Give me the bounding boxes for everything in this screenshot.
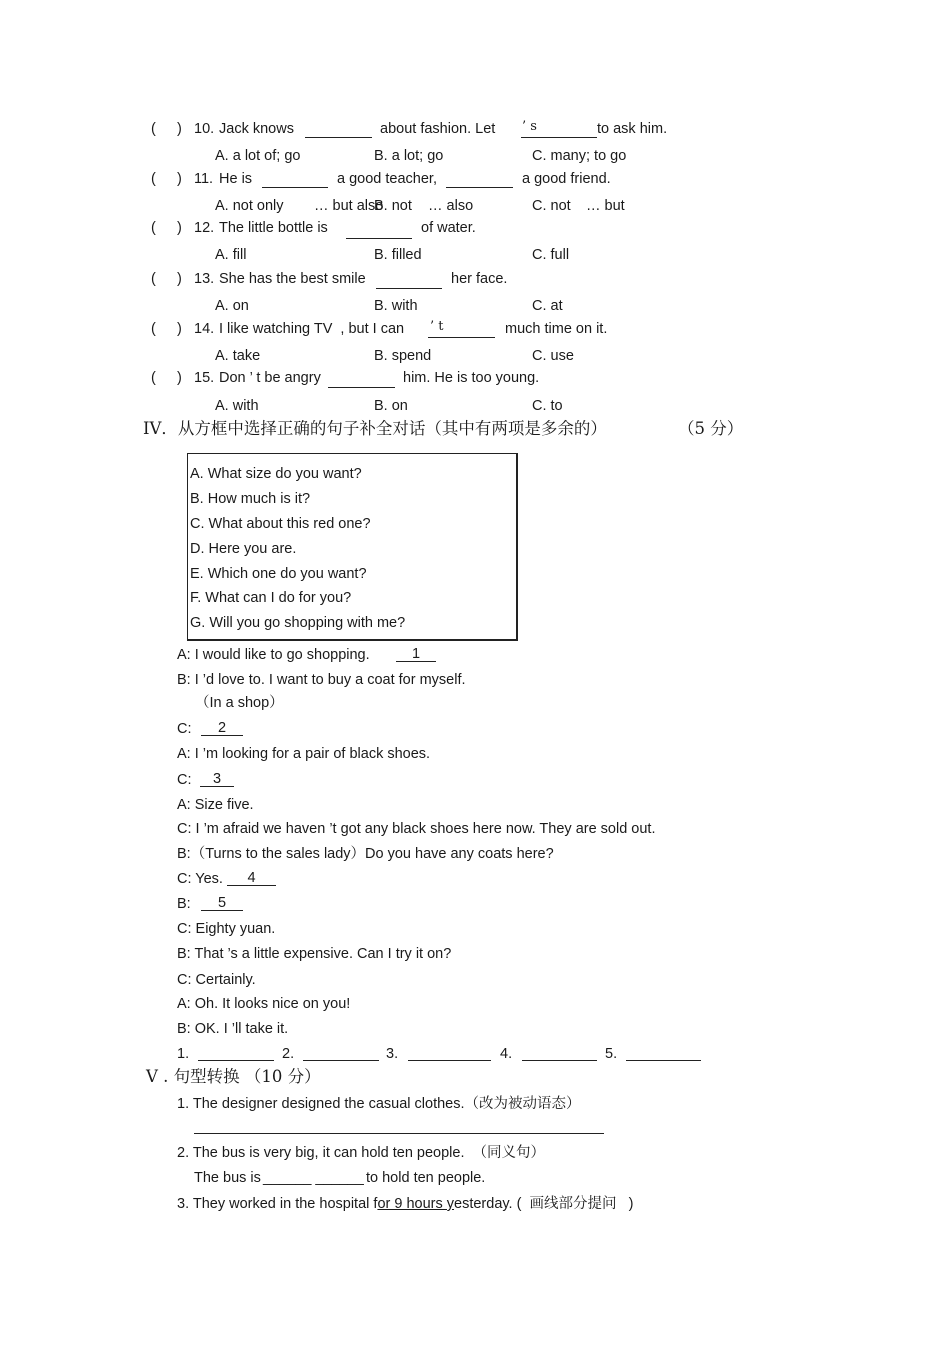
- answer-paren-close: ): [177, 220, 182, 236]
- question-stem: her face.: [451, 271, 508, 287]
- transform-item-2-part: The bus is: [194, 1170, 261, 1186]
- answer-blank[interactable]: [446, 170, 513, 188]
- answer-label-1: 1.: [177, 1046, 190, 1062]
- transform-item-3-part: 3. They worked in the hospital f: [177, 1196, 378, 1212]
- dialogue-line: A: I ’m looking for a pair of black shoes.: [177, 746, 431, 762]
- dialogue-line: A: Oh. It looks nice on you!: [177, 996, 351, 1012]
- option-c: C. many; to go: [532, 148, 627, 164]
- dialogue-stage-direction: （In a shop）: [195, 695, 284, 711]
- option-c: C. full: [532, 247, 570, 263]
- options-box: [187, 453, 518, 641]
- option-a: A. fill: [215, 247, 247, 263]
- question-stem: She has the best smile: [219, 271, 366, 287]
- option-c-extra: … but: [586, 198, 625, 214]
- question-number: 15.: [194, 370, 215, 386]
- answer-paren-open: (: [151, 121, 156, 137]
- box-option: E. Which one do you want?: [190, 566, 367, 582]
- answer-label-4: 4.: [500, 1046, 513, 1062]
- option-b: B. spend: [374, 348, 432, 364]
- box-option: G. Will you go shopping with me?: [190, 615, 406, 631]
- answer-paren-close: ): [177, 171, 182, 187]
- answer-paren-open: (: [151, 271, 156, 287]
- answer-blank[interactable]: [376, 270, 442, 289]
- dialogue-blank-5[interactable]: 5: [201, 896, 243, 911]
- question-stem: ’ t: [430, 319, 444, 334]
- dialogue-line: B:（Turns to the sales lady）Do you have any coats here?: [177, 846, 554, 862]
- box-option: B. How much is it?: [190, 491, 311, 507]
- dialogue-line: A: I would like to go shopping.: [177, 647, 370, 663]
- section-4-score: （5 分）: [678, 419, 744, 438]
- dialogue-line: C: Certainly.: [177, 972, 256, 988]
- answer-blank[interactable]: [346, 219, 412, 239]
- answer-blank-3[interactable]: [408, 1045, 491, 1061]
- dialogue-line: C: Yes.: [177, 871, 223, 887]
- section-5-title: V . 句型转换 （10 分）: [146, 1067, 321, 1086]
- answer-paren-open: (: [151, 321, 156, 337]
- dialogue-line: B: I ’d love to. I want to buy a coat for myself.: [177, 672, 466, 688]
- question-number: 12.: [194, 220, 215, 236]
- option-a: A. on: [215, 298, 249, 314]
- dialogue-blank-2[interactable]: 2: [201, 721, 243, 736]
- option-b-extra: … also: [428, 198, 474, 214]
- option-b: B. a lot; go: [374, 148, 444, 164]
- answer-blank-5[interactable]: [626, 1045, 701, 1061]
- option-b: B. with: [374, 298, 418, 314]
- answer-label-3: 3.: [386, 1046, 399, 1062]
- question-stem: ’ s: [522, 119, 537, 134]
- option-c: C. use: [532, 348, 574, 364]
- answer-paren-open: (: [151, 220, 156, 236]
- option-a: A. with: [215, 398, 259, 414]
- option-a-extra: … but also: [314, 198, 384, 214]
- dialogue-line: B:: [177, 896, 191, 912]
- question-number: 11.: [194, 171, 214, 187]
- answer-paren-open: (: [151, 370, 156, 386]
- transform-item-3-part: esterday. ( 画线部分提问 ): [454, 1196, 634, 1212]
- question-number: 10.: [194, 121, 215, 137]
- box-option: C. What about this red one?: [190, 516, 371, 532]
- option-a: A. take: [215, 348, 261, 364]
- box-option: F. What can I do for you?: [190, 590, 352, 606]
- question-stem: a good teacher,: [337, 171, 437, 187]
- dialogue-blank-3[interactable]: 3: [200, 772, 234, 787]
- answer-blank-4[interactable]: [522, 1045, 597, 1061]
- option-b: B. on: [374, 398, 408, 414]
- option-c: C. not: [532, 198, 571, 214]
- question-stem: much time on it.: [505, 321, 608, 337]
- answer-paren-close: ): [177, 271, 182, 287]
- question-stem: I like watching TV , but I can: [219, 321, 405, 337]
- answer-blanks[interactable]: ______ ______: [263, 1170, 364, 1186]
- dialogue-line: B: OK. I ’ll take it.: [177, 1021, 289, 1037]
- answer-blank-1[interactable]: [198, 1045, 274, 1061]
- dialogue-line: B: That ’s a little expensive. Can I try it on?: [177, 946, 452, 962]
- question-stem: a good friend.: [522, 171, 611, 187]
- answer-blank[interactable]: [328, 369, 395, 388]
- underlined-phrase: or 9 hours y: [377, 1196, 455, 1212]
- box-option: D. Here you are.: [190, 541, 297, 557]
- answer-blank[interactable]: [262, 170, 328, 188]
- answer-blank[interactable]: [305, 120, 372, 138]
- question-stem: He is: [219, 171, 253, 187]
- option-c: C. at: [532, 298, 563, 314]
- question-number: 13.: [194, 271, 215, 287]
- dialogue-line: C: Eighty yuan.: [177, 921, 276, 937]
- transform-item-1: 1. The designer designed the casual clothes.（改为被动语态）: [177, 1096, 581, 1112]
- answer-label-2: 2.: [282, 1046, 295, 1062]
- answer-line[interactable]: [194, 1118, 604, 1134]
- question-stem: of water.: [421, 220, 476, 236]
- answer-paren-close: ): [177, 321, 182, 337]
- dialogue-line: C:: [177, 772, 192, 788]
- answer-label-5: 5.: [605, 1046, 618, 1062]
- answer-paren-close: ): [177, 121, 182, 137]
- dialogue-line: C: I ’m afraid we haven ’t got any black shoes here now. They are sold out.: [177, 821, 656, 837]
- question-stem: to ask him.: [597, 121, 668, 137]
- transform-item-3: [177, 1195, 633, 1213]
- box-option: A. What size do you want?: [190, 466, 362, 482]
- section-4-title: IV．从方框中选择正确的句子补全对话（其中有两项是多余的）: [143, 419, 607, 438]
- option-b: B. filled: [374, 247, 422, 263]
- question-stem: Jack knows: [219, 121, 294, 137]
- answer-blank[interactable]: [521, 120, 597, 138]
- answer-blank[interactable]: [428, 320, 495, 338]
- transform-item-2-part: to hold ten people.: [366, 1170, 486, 1186]
- question-stem: Don ’ t be angry: [219, 370, 321, 386]
- dialogue-line: C:: [177, 721, 192, 737]
- answer-paren-close: ): [177, 370, 182, 386]
- option-a: A. not only: [215, 198, 284, 214]
- answer-paren-open: (: [151, 171, 156, 187]
- transform-item-2: 2. The bus is very big, it can hold ten people. （同义句）: [177, 1145, 546, 1161]
- question-number: 14.: [194, 321, 215, 337]
- option-b: B. not: [374, 198, 412, 214]
- dialogue-blank-4[interactable]: 4: [227, 871, 276, 886]
- question-stem: The little bottle is: [219, 220, 328, 236]
- option-c: C. to: [532, 398, 563, 414]
- question-stem: about fashion. Let: [380, 121, 496, 137]
- answer-blank-2[interactable]: [303, 1045, 379, 1061]
- dialogue-blank-1[interactable]: 1: [396, 647, 436, 662]
- question-stem: him. He is too young.: [403, 370, 540, 386]
- option-a: A. a lot of; go: [215, 148, 301, 164]
- dialogue-line: A: Size five.: [177, 797, 254, 813]
